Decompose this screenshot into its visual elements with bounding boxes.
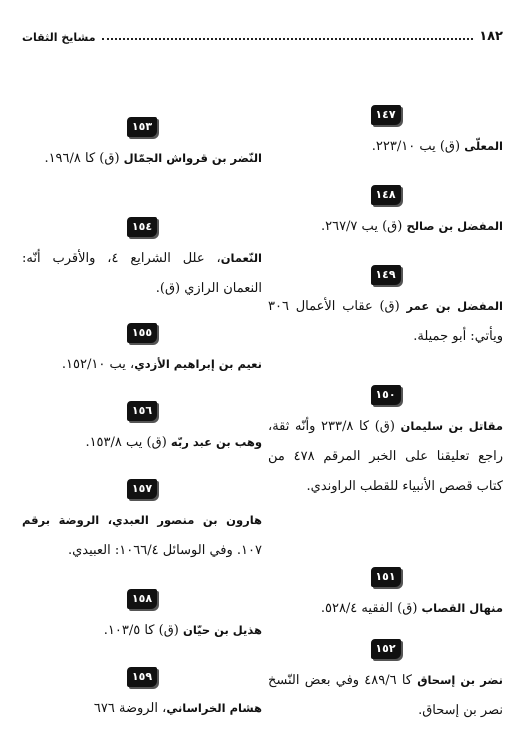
entry-number-badge: ١٥٦ xyxy=(127,401,157,421)
entry-citation: ، علل الشرايع ٤، والأقرب أنّه: النعمان الرازي (ق). xyxy=(22,251,262,296)
entry-157 xyxy=(22,479,262,566)
entry-153 xyxy=(22,117,262,174)
entry-151 xyxy=(268,567,503,624)
entry-154 xyxy=(22,217,262,304)
entry-citation: (ق) الفقيه ٥٢٨/٤. xyxy=(320,601,422,616)
entry-citation: (ق) يب ٢٢٣/١٠. xyxy=(371,139,465,154)
entry-text xyxy=(22,505,262,566)
entry-number-badge: ١٥٨ xyxy=(127,589,157,609)
entry-150 xyxy=(268,385,503,502)
narrator-name: النّضر بن قرواش الجمّال xyxy=(123,151,262,165)
dotted-leader xyxy=(102,38,474,40)
entry-number-badge: ١٥٧ xyxy=(127,479,157,499)
narrator-name: المفضل بن عمر xyxy=(406,299,503,313)
entry-text xyxy=(22,143,262,174)
running-title: مشايخ الثقات xyxy=(22,31,96,44)
entry-147 xyxy=(268,105,503,162)
narrator-name: هشام الخراساني xyxy=(166,701,262,715)
narrator-name: هارون بن منصور العبدي، الروضة برقم xyxy=(22,513,262,527)
running-header xyxy=(22,24,503,44)
entry-number-badge: ١٥٥ xyxy=(127,323,157,343)
narrator-name: نضر بن إسحاق xyxy=(417,673,503,687)
entry-text xyxy=(22,243,262,304)
entry-text xyxy=(268,291,503,352)
entry-text xyxy=(22,693,262,724)
narrator-name: منهال القصاب xyxy=(421,601,503,615)
entry-citation: ١٠٧. وفي الوسائل ١٠٦٦/٤: العبيدي. xyxy=(67,543,262,558)
entry-text xyxy=(268,411,503,502)
entry-159 xyxy=(22,667,262,724)
narrator-name: المعلّى xyxy=(464,139,503,153)
entry-text xyxy=(268,665,503,726)
entry-number-badge: ١٤٩ xyxy=(371,265,401,285)
narrator-name: نعيم بن إبراهيم الأزدي xyxy=(134,357,262,371)
entry-number-badge: ١٥٣ xyxy=(127,117,157,137)
entry-155 xyxy=(22,323,262,380)
entry-citation: ، يب ١٥٢/١٠. xyxy=(61,357,135,372)
entry-citation: (ق) يب ١٥٣/٨. xyxy=(85,435,171,450)
entry-citation: كا ٤٨٩/٦ وفي بعض النّسخ نصر بن إسحاق. xyxy=(268,673,503,718)
page-number: ١٨٢ xyxy=(479,29,503,44)
entry-text xyxy=(268,211,503,242)
entry-citation: ، الروضة ٦٧٦ xyxy=(93,701,167,716)
entry-152 xyxy=(268,639,503,726)
entry-number-badge: ١٤٨ xyxy=(371,185,401,205)
entry-149 xyxy=(268,265,503,352)
entry-citation: (ق) كا ٢٣٣/٨ وأنّه ثقة، راجع تعليقنا على الخبر المرقم ٤٧٨ من كتاب قصص الأنبياء للقطب الراوندي. xyxy=(268,419,503,494)
narrator-name: المفضل بن صالح xyxy=(406,219,503,233)
entry-text xyxy=(22,615,262,646)
entry-citation: (ق) عقاب الأعمال ٣٠٦ ويأتي: أبو جميلة. xyxy=(268,299,503,344)
entry-text xyxy=(268,131,503,162)
entry-156 xyxy=(22,401,262,458)
narrator-name: النّعمان xyxy=(220,251,262,265)
entry-158 xyxy=(22,589,262,646)
entry-number-badge: ١٤٧ xyxy=(371,105,401,125)
entry-148 xyxy=(268,185,503,242)
entry-text xyxy=(22,349,262,380)
entry-number-badge: ١٥٠ xyxy=(371,385,401,405)
entry-citation: (ق) كا ١٠٣/٥. xyxy=(103,623,183,638)
entry-number-badge: ١٥٤ xyxy=(127,217,157,237)
entry-citation: (ق) كا ١٩٦/٨. xyxy=(44,151,124,166)
narrator-name: هذيل بن حيّان xyxy=(183,623,262,637)
entry-number-badge: ١٥٢ xyxy=(371,639,401,659)
narrator-name: مقاتل بن سليمان xyxy=(400,419,503,433)
entry-text xyxy=(268,593,503,624)
entry-text xyxy=(22,427,262,458)
entry-number-badge: ١٥١ xyxy=(371,567,401,587)
narrator-name: وهب بن عبد ربّه xyxy=(170,435,262,449)
entry-citation: (ق) يب ٢٦٧/٧. xyxy=(320,219,407,234)
entry-number-badge: ١٥٩ xyxy=(127,667,157,687)
